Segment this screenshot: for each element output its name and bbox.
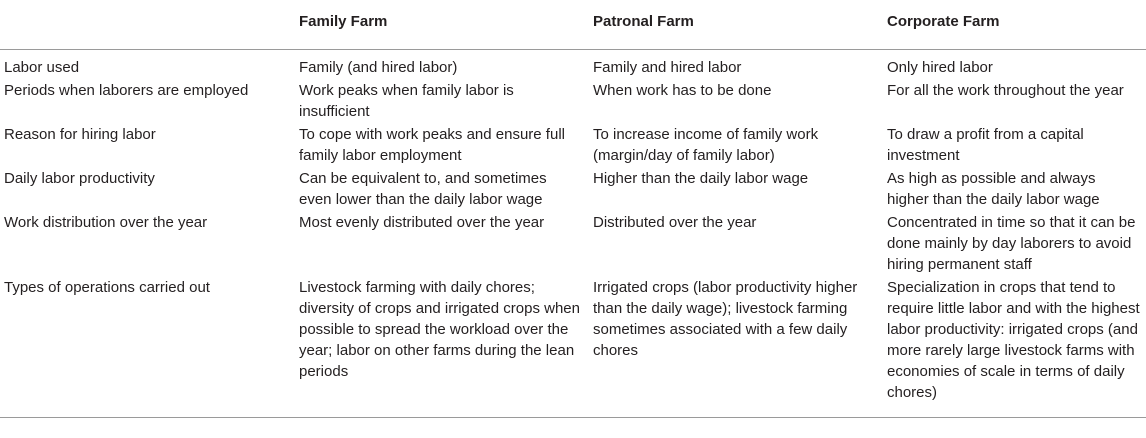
row-label: Labor used bbox=[4, 59, 80, 76]
table-row bbox=[0, 277, 1146, 418]
table-row bbox=[0, 168, 1146, 212]
cell-patronal: Distributed over the year bbox=[593, 214, 757, 231]
header-patronal-farm: Patronal Farm bbox=[589, 0, 883, 50]
cell-corporate: For all the work throughout the year bbox=[887, 82, 1124, 99]
header-family-farm: Family Farm bbox=[295, 0, 589, 50]
cell-corporate: Concentrated in time so that it can be done mainly by day laborers to avoid hiring permanent staff bbox=[887, 214, 1136, 273]
cell-family: Family (and hired labor) bbox=[299, 59, 458, 76]
cell-family: Most evenly distributed over the year bbox=[299, 214, 545, 231]
cell-patronal: To increase income of family work (margin/day of family labor) bbox=[593, 126, 819, 164]
cell-patronal: Higher than the daily labor wage bbox=[593, 170, 809, 187]
cell-patronal: Family and hired labor bbox=[593, 59, 742, 76]
cell-family: To cope with work peaks and ensure full family labor employment bbox=[299, 126, 565, 164]
cell-corporate: To draw a profit from a capital investment bbox=[887, 126, 1084, 164]
cell-family: Work peaks when family labor is insufficient bbox=[299, 82, 514, 120]
cell-patronal: When work has to be done bbox=[593, 82, 772, 99]
cell-corporate: Only hired labor bbox=[887, 59, 993, 76]
header-corporate-farm: Corporate Farm bbox=[883, 0, 1146, 50]
table-row bbox=[0, 50, 1146, 81]
row-label: Work distribution over the year bbox=[4, 214, 208, 231]
header-row bbox=[0, 0, 1146, 50]
row-label: Reason for hiring labor bbox=[4, 126, 156, 143]
cell-family: Can be equivalent to, and sometimes even lower than the daily labor wage bbox=[299, 170, 547, 208]
table-row bbox=[0, 124, 1146, 168]
table-row bbox=[0, 212, 1146, 277]
cell-corporate: As high as possible and always higher than the daily labor wage bbox=[887, 170, 1100, 208]
cell-patronal: Irrigated crops (labor productivity higher than the daily wage); livestock farming sometimes associated with a few daily chores bbox=[589, 277, 883, 418]
row-label: Daily labor productivity bbox=[4, 170, 155, 187]
row-label: Periods when laborers are employed bbox=[4, 82, 249, 99]
header-blank bbox=[0, 0, 295, 50]
cell-corporate: Specialization in crops that tend to require little labor and with the highest labor productivity: irrigated crops (and more rarely large livestock farms with economies of scale in terms of daily chores) bbox=[883, 277, 1146, 418]
row-label: Types of operations carried out bbox=[0, 277, 295, 418]
cell-family: Livestock farming with daily chores; diversity of crops and irrigated crops when possible to spread the workload over the year; labor on other farms during the lean periods bbox=[295, 277, 589, 418]
table-row bbox=[0, 80, 1146, 124]
